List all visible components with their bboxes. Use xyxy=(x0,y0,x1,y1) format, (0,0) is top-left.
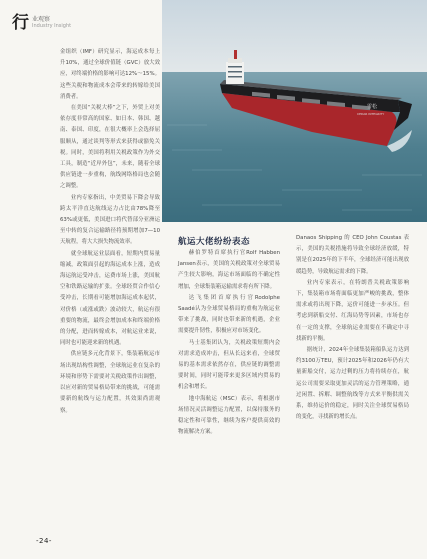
section-subtitle-cn: 业观察 xyxy=(32,16,51,23)
cargo-ship-photo xyxy=(162,0,427,222)
paragraph: 据统计，2024年全球集装箱船队运力达到约3100万TEU，预计2025年和2026年仍有大量新船交付，运力过剩的压力将持续存在，航运公司需要采取更加灵活的运力管理策略，通过闲置、拆解、调整航线等方式来平衡供需关系，维持运价的稳定，同时关注全球贸易格局的变化，寻找新的增长点。 xyxy=(296,347,409,421)
ship-name-cn: 雪松 xyxy=(367,104,378,110)
paragraph: 达飞集团首席执行官Rodolphe Saadé认为全球贸易格局的重构为航运业带来了挑战，同时也带来新的机遇，企业需要提升韧性，积极应对市场变化。 xyxy=(178,294,280,335)
paragraph: 地中海航运（MSC）表示，将根据市场情况灵活调整运力配置，以保持服务的稳定性和可靠性，继续为客户提供高效的物流解决方案。 xyxy=(178,395,280,436)
text-column-middle xyxy=(178,248,280,438)
paragraph: 马士基集团认为，关税政策短期内会对需求造成冲击，但从长远来看，全球贸易的基本需求依然存在，供应链的调整需要时间，同时可能带来更多区域内贸易的机会和增长。 xyxy=(178,339,280,391)
paragraph: 赫伯罗特首席执行官Rolf Habben Jansen表示，美国的关税政策对全球贸易产生较大影响，海运市场面临的不确定性增加，全球集装箱运输需求将有所下降。 xyxy=(178,250,280,290)
paragraph: 在美国“关税大棒”之下，外贸上对美依存度非常高的国家、如日本、韩国、越南、泰国、印度，在很大概率上会选择屈服顺从，通过谈判等形式来获得或豁免关税。同时，美国将利用关税政策作为外交工具，制造“近岸外包”，未来，随着全球供应链进一步重构，航线网络格局也会随之调整。 xyxy=(60,105,160,190)
paragraph: 就全球航运业层面看，短期内贸易量缩减，政策面引起的海运成本上涨，造成海运航运受冲击，运费市场上涨，美国航空和铁路运输的扩张。全球经贸合作信心受冲击，长期看可能增加海运成本起伏，对价格（或涨或跌）波动较大，航运有很重要的物流，最终会增加成本和终端价格的分配，进而转嫁成本，对航运业来说，同时也可能迎来新的机遇。 xyxy=(60,250,160,347)
paragraph: Danaos Shipping 的 CEO John Coustas 表示，美国的关税措施将导致全球经济放缓，特别是在2025年的下半年，全球经济可能出现放缓趋势，导致航运需求的下降。 xyxy=(296,235,409,275)
paragraph: 业内专家表示，在特朗普关税政策影响下，集装箱市场将面临更加严峻的挑战，整体需求或将出现下降，运价可能进一步承压。但考虑到新船交付、红海局势等因素，市场也存在一定的支撑，全球航运业需要在不确定中寻找新的平衡。 xyxy=(296,279,409,342)
paragraph: 供应链多元化背景下，集装箱航运市场出现结构性调整，全球航运业在复杂的环境和形势下需要对关税政策作出调整，以应对新的贸易格局带来的挑战，可能需要新的航线与运力配置，其效果尚需观察。 xyxy=(60,351,160,414)
section-header xyxy=(12,12,71,42)
ship-name-en: CEDAR INTEGRITY xyxy=(357,112,385,116)
paragraph: 金组织（IMF）研究显示，海运成本每上升10%，通过全球价值链（GVC）放大效应，对终端价格的影响可达12%～15%。这些关税和物流成本会带来的转嫁给美国消费者。 xyxy=(60,49,160,100)
paragraph: 业内专家指出，中美贸易下降会导致跨太平洋直达航线运力占比由78%降至63%或更低，美国进口将代替部分亚洲运至中转的复合运输路径将预期增加7—10天航程，将大大损失物流效率。 xyxy=(60,194,160,246)
article-title: 航运大佬纷纷表态 xyxy=(178,237,251,247)
section-subtitle xyxy=(32,16,71,30)
section-title: 行 xyxy=(12,13,30,33)
text-column-right xyxy=(296,233,409,423)
page-number: -24- xyxy=(36,537,52,545)
text-column-left xyxy=(60,47,160,417)
section-subtitle-en: Industry Insight xyxy=(32,23,72,29)
